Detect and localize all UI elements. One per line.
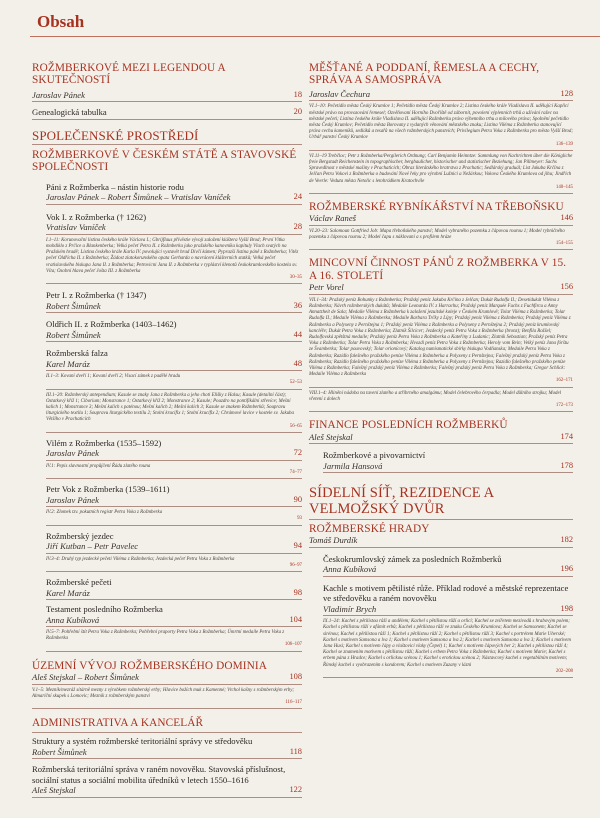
author: Jarmila Hansová	[323, 460, 383, 471]
author: Vratislav Vaníček	[46, 222, 106, 233]
toc-author-row	[46, 588, 302, 601]
toc-entry[interactable]	[309, 583, 573, 678]
toc-author-row	[32, 90, 302, 103]
toc-author-row	[46, 359, 302, 372]
toc-entry[interactable]	[32, 531, 302, 572]
page-number[interactable]: 72	[293, 448, 302, 458]
abstract-pages: 106–107	[284, 642, 302, 648]
left-column	[32, 62, 302, 812]
toc-entry[interactable]	[309, 554, 573, 577]
abstract-block	[46, 374, 302, 389]
section-heading: ROŽMBERKOVÉ MEZI LEGENDOU A SKUTEČNOSTÍ	[32, 62, 226, 87]
page-number[interactable]: 104	[289, 614, 302, 624]
page-number[interactable]: 44	[293, 329, 302, 339]
abstract-text: IV.2: Zlomek tzv. pokutních registr Petra Voka z Rožmberka	[46, 510, 163, 516]
abstract-pages: 56–65	[289, 423, 302, 429]
toc-author-row	[323, 564, 573, 577]
author: Jaroslav Pánek	[46, 448, 99, 459]
right-column	[309, 62, 573, 812]
abstract-block	[46, 238, 302, 284]
section-heading: ROŽMBERKOVÉ V ČESKÉM STÁTĚ A STAVOVSKÉ SPOLEČNOSTI	[32, 149, 297, 174]
page-number[interactable]: 128	[560, 88, 573, 98]
author: Tomáš Durdík	[309, 535, 358, 546]
abstract-text: VI.1–10: Pečetidlo města Český Krumlov 1; Pečetidlo města Český Krumlov 2; Listina českého krále Vladislava II. udělující Kaplici městské právo na provozování řemesel; Ozvěňovaní Horního Dvořiště od zábornít, povolení výplenních trhů a užívání ražec na městské pečeti; Listina českého krále Vladislava II. udělující Rožmberku právo výhenního trhu a mílového práva; Spolnění pečetidlo města Český Krumlov; Pečetidlo města Borovany z vydaných věnování městského znaku; Listina Viléma z Rožmberka stanovující práva cechu kameníků, sedláků a tesařů na všech rožmberských panstvích; Privilegium Petra Voka z Rožmberka pro město Vyšší Brod; Urbář panství Český Krumlov	[309, 104, 573, 141]
page-number[interactable]: 20	[293, 107, 302, 117]
toc-author-row	[46, 192, 302, 205]
title-rule	[30, 36, 600, 37]
toc-author-row	[323, 604, 573, 617]
abstract-text: IV.1: Pepis slavnostní propůjčení Řádu zlatého rouna	[46, 463, 151, 469]
page-number[interactable]: 28	[293, 222, 302, 232]
section-heading: ROŽMBERSKÉ RYBNÍKÁŘSTVÍ NA TŘEBOŇSKU	[309, 200, 564, 213]
toc-author-row	[309, 432, 573, 445]
abstract-block	[309, 104, 573, 150]
abstract-pages: 162–171	[555, 378, 573, 384]
toc-entry[interactable]	[32, 577, 302, 600]
page-number[interactable]: 18	[293, 89, 302, 99]
section-heading: MINCOVNÍ ČINNOST PÁNŮ Z ROŽMBERKA V 15. A 16. STOLETÍ	[309, 257, 567, 282]
toc-entry[interactable]	[32, 290, 302, 313]
abstract-block	[309, 229, 573, 251]
page-number[interactable]: 182	[560, 535, 573, 545]
author: Aleš Stejskal – Robert Šimůnek	[32, 672, 139, 683]
abstract-block	[46, 393, 302, 433]
page-title: Obsah	[37, 12, 85, 31]
toc-author-row	[309, 535, 573, 548]
abstract-pages: 30–35	[289, 275, 302, 281]
toc-author-row	[46, 301, 302, 314]
abstract-text: I.1–11: Korunovační listina českého krále Václava I.; Gbrijflaus přívěstie vývoji založení kláštera Vyšší Brod; První Vítka mohdiklo z Prčice a Blankenberka; Velká pečeť Petra II. z Rožmberka jako pražského kanovníka kapituly Vlach svatých na Pražském hradě; Listina českého krále Karla IV. povolující vystavět hrad Divčí kámen; Pyprazší listina páně z Rožmberka; Vítěz pečeť Oldřicha II. z Rožmberka; Žádost zlatokorunského opata Gerharda o navrácení klášterních statků; Velká pečeť vratislavského biskupa Jana II. z Rožmberka; Petrovicni Jana II. z Rožmberka v rypláství klenotů českokrumlovského kostela sv. Víta; Osobní hlava pečeť Jošta III. z Rožmberka	[46, 237, 299, 274]
entry-title: Kachle s motivem pětilisté růže. Příklad rodové a městské reprezentace ve středověku a raném novověku	[323, 582, 569, 604]
page-number[interactable]: 178	[560, 460, 573, 470]
author: Robert Šimůnek	[32, 746, 87, 757]
entry-title: Rožmberské pečeti	[46, 577, 112, 588]
toc-entry[interactable]	[32, 484, 302, 525]
page-number[interactable]: 98	[293, 587, 302, 597]
toc-author-row	[46, 615, 302, 628]
entry-title: Rožmberský jezdec	[46, 530, 114, 541]
entry-title: Rožmberská falza	[46, 348, 108, 359]
author: Jaroslav Pánek	[32, 89, 85, 100]
author: Robert Šimůnek	[46, 329, 101, 340]
toc-entry-row[interactable]	[32, 107, 302, 120]
abstract-pages: 140–145	[555, 184, 573, 190]
abstract-block	[46, 557, 302, 572]
page-number[interactable]: 198	[560, 603, 573, 613]
entry-title: Oldřich II. z Rožmberka (1403–1462)	[46, 319, 177, 330]
toc-author-row	[46, 541, 302, 554]
page-number[interactable]: 196	[560, 564, 573, 574]
entry-title: Páni z Rožmberka – nástin historie rodu	[46, 181, 184, 192]
abstract-pages: 116–117	[285, 700, 302, 705]
section-heading: ROŽMBERSKÉ HRADY	[309, 522, 430, 535]
abstract-text: II.1–3: Kovaní dveří 1; Kovaní dveří 2; Visací zámek z padělé hradu	[46, 374, 181, 380]
toc-author-row	[32, 747, 302, 760]
toc-author-row	[32, 785, 302, 798]
author: Václav Raneš	[309, 213, 357, 224]
toc-author-row	[309, 213, 573, 226]
abstract-text: VI.11–19 Trebčloc; Petr z Rožmberka/Pergilerich Ordnung; Carl Benjamin Heinntze: Sammlung von Nachrichten über die Königliche freie Bergstadt Reichenstein in topographischer, bergbaulicher, historischer und statistischer Beziehung; Jan Pillmeyer: Sachs Spravedlnost v městské mašiny v Prachaticích; Obraz literátského bratrstva z Prachatic; Sedlárský graduál; List Jakuba Krčína z Jelčan Petru Vokovi z Rožmberka o budování Nové řeky pro výrobní Lužnici a Nežárkou; Vokova Českého Krumlova od jihu; Jindřich de Veerle: Veduta města Netolic s letohrádkem Kratochvíle	[309, 153, 573, 184]
author: Anna Kubíková	[323, 564, 377, 575]
entry-title: Struktury a systém rožmberské teritoriální správy ve středověku	[32, 736, 253, 747]
author: Anna Kubíková	[46, 614, 100, 625]
abstract-block	[46, 630, 302, 652]
author: Karel Maráz	[46, 358, 90, 369]
abstract-pages: 154–155	[555, 241, 573, 247]
abstract-block	[32, 688, 302, 710]
toc-entry[interactable]	[32, 604, 302, 652]
author: Jaroslav Čechura	[309, 88, 371, 99]
entry-title: Rožmberská teritoriální správa v raném novověku. Stavovská příslušnost, sociální status a sociální mobilita úředníků v letech 1550–1616	[32, 764, 286, 785]
abstract-block	[46, 510, 302, 525]
abstract-pages: 202–208	[555, 668, 573, 674]
toc-entry[interactable]	[32, 736, 302, 759]
abstract-text: IV.3–4: Druhý typ jezdecké pečeti Viléma z Rožmberka; Jezdecká pečeť Petra Voka z Rožmberka	[46, 556, 235, 562]
abstract-text: IV.5–7: Pohřební štít Petra Voka z Rožmberka; Pohřební praporty Petra Voka z Rožmberka; Úmrtní medaile Petra Voka z Rožmberka	[46, 630, 285, 642]
entry-title: Testament posledního Rožmberka	[46, 604, 163, 615]
abstract-pages: 172–173	[555, 403, 573, 409]
entry-title: Českokrumlovský zámek za posledních Rožmberků	[323, 553, 502, 564]
abstract-pages: 93	[297, 516, 302, 522]
abstract-block	[309, 154, 573, 194]
toc-entry[interactable]	[32, 764, 302, 798]
abstract-pages: 96–97	[289, 562, 302, 568]
divider	[309, 519, 573, 520]
page-number[interactable]: 156	[560, 282, 573, 292]
entry-title: Petr Vok z Rožmberka (1539–1611)	[46, 484, 170, 495]
abstract-pages: 52–53	[289, 380, 302, 386]
entry-title: Vok I. z Rožmberka († 1262)	[46, 211, 147, 222]
toc-author-row	[46, 448, 302, 461]
page-number[interactable]: 174	[560, 431, 573, 441]
page-number[interactable]: 118	[289, 746, 302, 756]
abstract-text: III.1–20: Rožmberský antependium; Kasule se znaky Jana z Rožmberka a jeho choti Elišky z Halsu; Kasule (detailní část); Ostatkový kříž 1; Ciborium; Monstrance 1; Ostatkový kříž 2; Monstrance 2; Kasule; Pouzdro na pontifikální střevíce; Mešní kalich 1; Monstrance 3; Mešní kalich s paténou; Mešní kalich 2; Mešní kalich 3; Kasule se znakem Rožmberků; Soupravu liturgického textilu 1; Soupravu liturgického textilu 2; Stolní krucifix 1; Stolní krucifix 2; Chrámové lavice v kostele sv. Jakuba Většího v Prachaticích	[46, 392, 294, 423]
toc-author-row	[46, 495, 302, 508]
divider	[32, 732, 302, 733]
author: Jaroslav Pánek – Robert Šimůnek – Vratislav Vaníček	[46, 192, 231, 203]
toc-author-row	[46, 330, 302, 343]
abstract-pages: 136–139	[555, 141, 573, 147]
abstract-block	[46, 464, 302, 479]
abstract-block	[309, 298, 573, 388]
page-number[interactable]: 90	[293, 494, 302, 504]
abstract-text: VII.1–34: Pražský peníz Bohunky z Rožmberka; Pražský peníz Jakuba Krčína z Jelčan; Dukát Rudolfa II.; Desetidukát Viléma z Rožmberka; Návrh rožmberských dukátů; Medaile Leonarda IV. z Harrachu; Pražský peníz Marquée Fuchs z Fuchfircu a Anny Annatzheit de Sala; Medaile Viléma z Rožmberka k založení jezuitské koleje v Českém Krumlově; Tolar Viléma z Rožmberka; Tolar Rudolfa II.; Medaile Viléma z Rožmberka; Medaile Barbara Trčky z Lípy; Pražský peníz Viléma z Rožmberka; Pražský peníz Viléma z Rožmberka a Polyxeny z Pernštejna 1; Pražský peníz Viléma z Rožmberka a Polyxeny z Pernštejna 2; Pražský peníz krumlovský kancléře; Dukát Petra Voka z Rožmberka; Zlatník Šilcicer; Jezdecký peníz Petra Voka z Rožmberka (bronz); Benfila Rožšel; Rudolfovská zpětštná medaile; Pražský peníz Petra Voka z Rožmberka a Kateřiny z Ludanic; Zlatník Sebastian; Pražský peníz Petra Voka z Rožmberka; Tolar Petra Voka z Rožmberka; Hvozdi peníz Petra Voka z Rožmberka; Heroly vom Rein; Velký peníz Jana fórštu ze Švamberka; Tolar pouvovský; Tolar orionícový; Katalog numismatické sbírky biskupa Vodňanska; Medaile Petra Voka z Rožmberka; Razidlo falešného pražského peníze Viléma z Rožmberka a Polyxeny z Pernštejna; Falešný pražský peníz Petra Voka z Rožmberka; Razidlo falešného pražského peníze Viléma z Rožmberka a Polyxeny z Pernštejna; Razidlo falešného pražského peníze Viléma z Rožmberka; Falešný pražský peníz Viléma z Rožmberka; Falešný pražský peníz Petra Voka z Rožmberka; Gregor Schlick: Medaile Viléma z Rožmberka	[309, 297, 571, 378]
page-number[interactable]: 24	[293, 192, 302, 202]
toc-entry[interactable]	[32, 348, 302, 433]
toc-author-row	[32, 672, 302, 685]
page-number[interactable]: 108	[289, 672, 302, 682]
divider	[32, 144, 302, 145]
author: Robert Šimůnek	[46, 300, 101, 311]
toc-entry[interactable]	[309, 450, 573, 473]
toc-entry[interactable]	[32, 319, 302, 342]
section-heading: ÚZEMNÍ VÝVOJ ROŽMBERSKÉHO DOMINIA	[32, 659, 267, 672]
toc-entry[interactable]	[32, 182, 302, 205]
section-heading: MĚŠŤANÉ A PODDANÍ, ŘEMESLA A CECHY, SPRÁVA A SAMOSPRÁVA	[309, 62, 540, 87]
toc-author-row	[309, 89, 573, 102]
toc-author-row	[309, 282, 573, 295]
abstract-text: VIII.1–4: Hlinění nádoba na tavení zlatého a stříbrného amalgámu; Model čelebrového čerpadla; Model důlního strojku; Model vřetení z dolech	[309, 390, 561, 402]
abstract-pages: 74–77	[289, 470, 302, 476]
abstract-text: V.1–5: Mezník/mezráž sítárně mezny z výrobkem rožmberský erby; Hlavice božích muk z Kamenné; Vrchol kašny s rožmberským erby; Almariční skupek s Lomovic; Mezník z rožmberským panství	[32, 687, 295, 699]
entry-title: Vilém z Rožmberka (1535–1592)	[46, 437, 162, 448]
toc-author-row	[323, 461, 573, 474]
page-number[interactable]: 122	[289, 785, 302, 795]
author: Aleš Stejskal	[309, 431, 353, 442]
toc-entry[interactable]	[32, 212, 302, 284]
toc-entry[interactable]	[32, 438, 302, 479]
toc-author-row	[46, 222, 302, 235]
page-number[interactable]: 94	[293, 541, 302, 551]
abstract-block	[323, 619, 573, 678]
page-number[interactable]: 48	[293, 358, 302, 368]
entry-title: Genealogická tabulka	[32, 107, 107, 118]
author: Aleš Stejskal	[32, 785, 76, 796]
part-heading: SÍDELNÍ SÍŤ, REZIDENCE A VELMOŽSKÝ DVŮR	[309, 485, 494, 518]
abstract-text: VI.20–23: Salomoun Gottfried Job: Mapa třeboňského panství; Model vybraného pozemku z čápovou rourou 1; Model rybničného pozemku z čápovou rourou 2; Model čapu s náklovaní a s profilem hráze	[309, 228, 565, 241]
author: Jaroslav Pánek	[46, 494, 99, 505]
abstract-block	[309, 391, 573, 413]
author: Jiří Kutban – Petr Pavelec	[46, 541, 139, 552]
author: Karel Maráz	[46, 587, 90, 598]
section-heading: ADMINISTRATIVA A KANCELÁŘ	[32, 717, 204, 730]
part-heading: SPOLEČENSKÉ PROSTŘEDÍ	[32, 127, 199, 143]
abstract-text: IX.1–24: Kachel s pětilistou růží a andělem; Kachel s pětilistou růží a orlicí; Kachel se zvířetem mezivodů s hrabovým polem; Kachel s pětilistou růží v afámit erbů; Kachel s pětilistou růží ve znaku Českého Krumlova; Kachel se Samsonem; Kachel se sirénou; Kachel s pětilistou růží 1; Kachel s pětilistou růží 2; Kachel s pětilistou růží 3; Kachel s portrétem Marie Uherské; Kachel s motivem Samsona a lva 1; Kachel s motivem Samsona a lva 2; Kachel s motivem Samsona a lva 3; Kachel s motivem Jana Husi; Kachel s motivem čápy a vlaštovicí vlaky (Čepel) 1; Kachel s motivem čápových her 2; Kachel s pětilistou růží 4; Kachel se znamením motivem s pětilistou růží; Kachel s erbem Petra Voka z Rožmberka; Kachel s motivem Marie; Kachel s erbem pána z Hradce; Kachel s orlickou scénou 1; Kachel s erotickou scénou 2; Nástavcový kachel s vegetabilním motivem; Římský kachel s vyobrazením s kondorem; Kachel s motivem Zuzany v lázni	[323, 619, 571, 668]
page-number[interactable]: 36	[293, 300, 302, 310]
author: Petr Vorel	[309, 282, 344, 293]
section-heading: FINANCE POSLEDNÍCH ROŽMBERKŮ	[309, 419, 508, 432]
page-number[interactable]: 146	[560, 213, 573, 223]
entry-title: Rožmberkové a pivovarnictví	[323, 450, 426, 461]
entry-title: Petr I. z Rožmberka († 1347)	[46, 290, 147, 301]
author: Vladimír Brych	[323, 603, 377, 614]
